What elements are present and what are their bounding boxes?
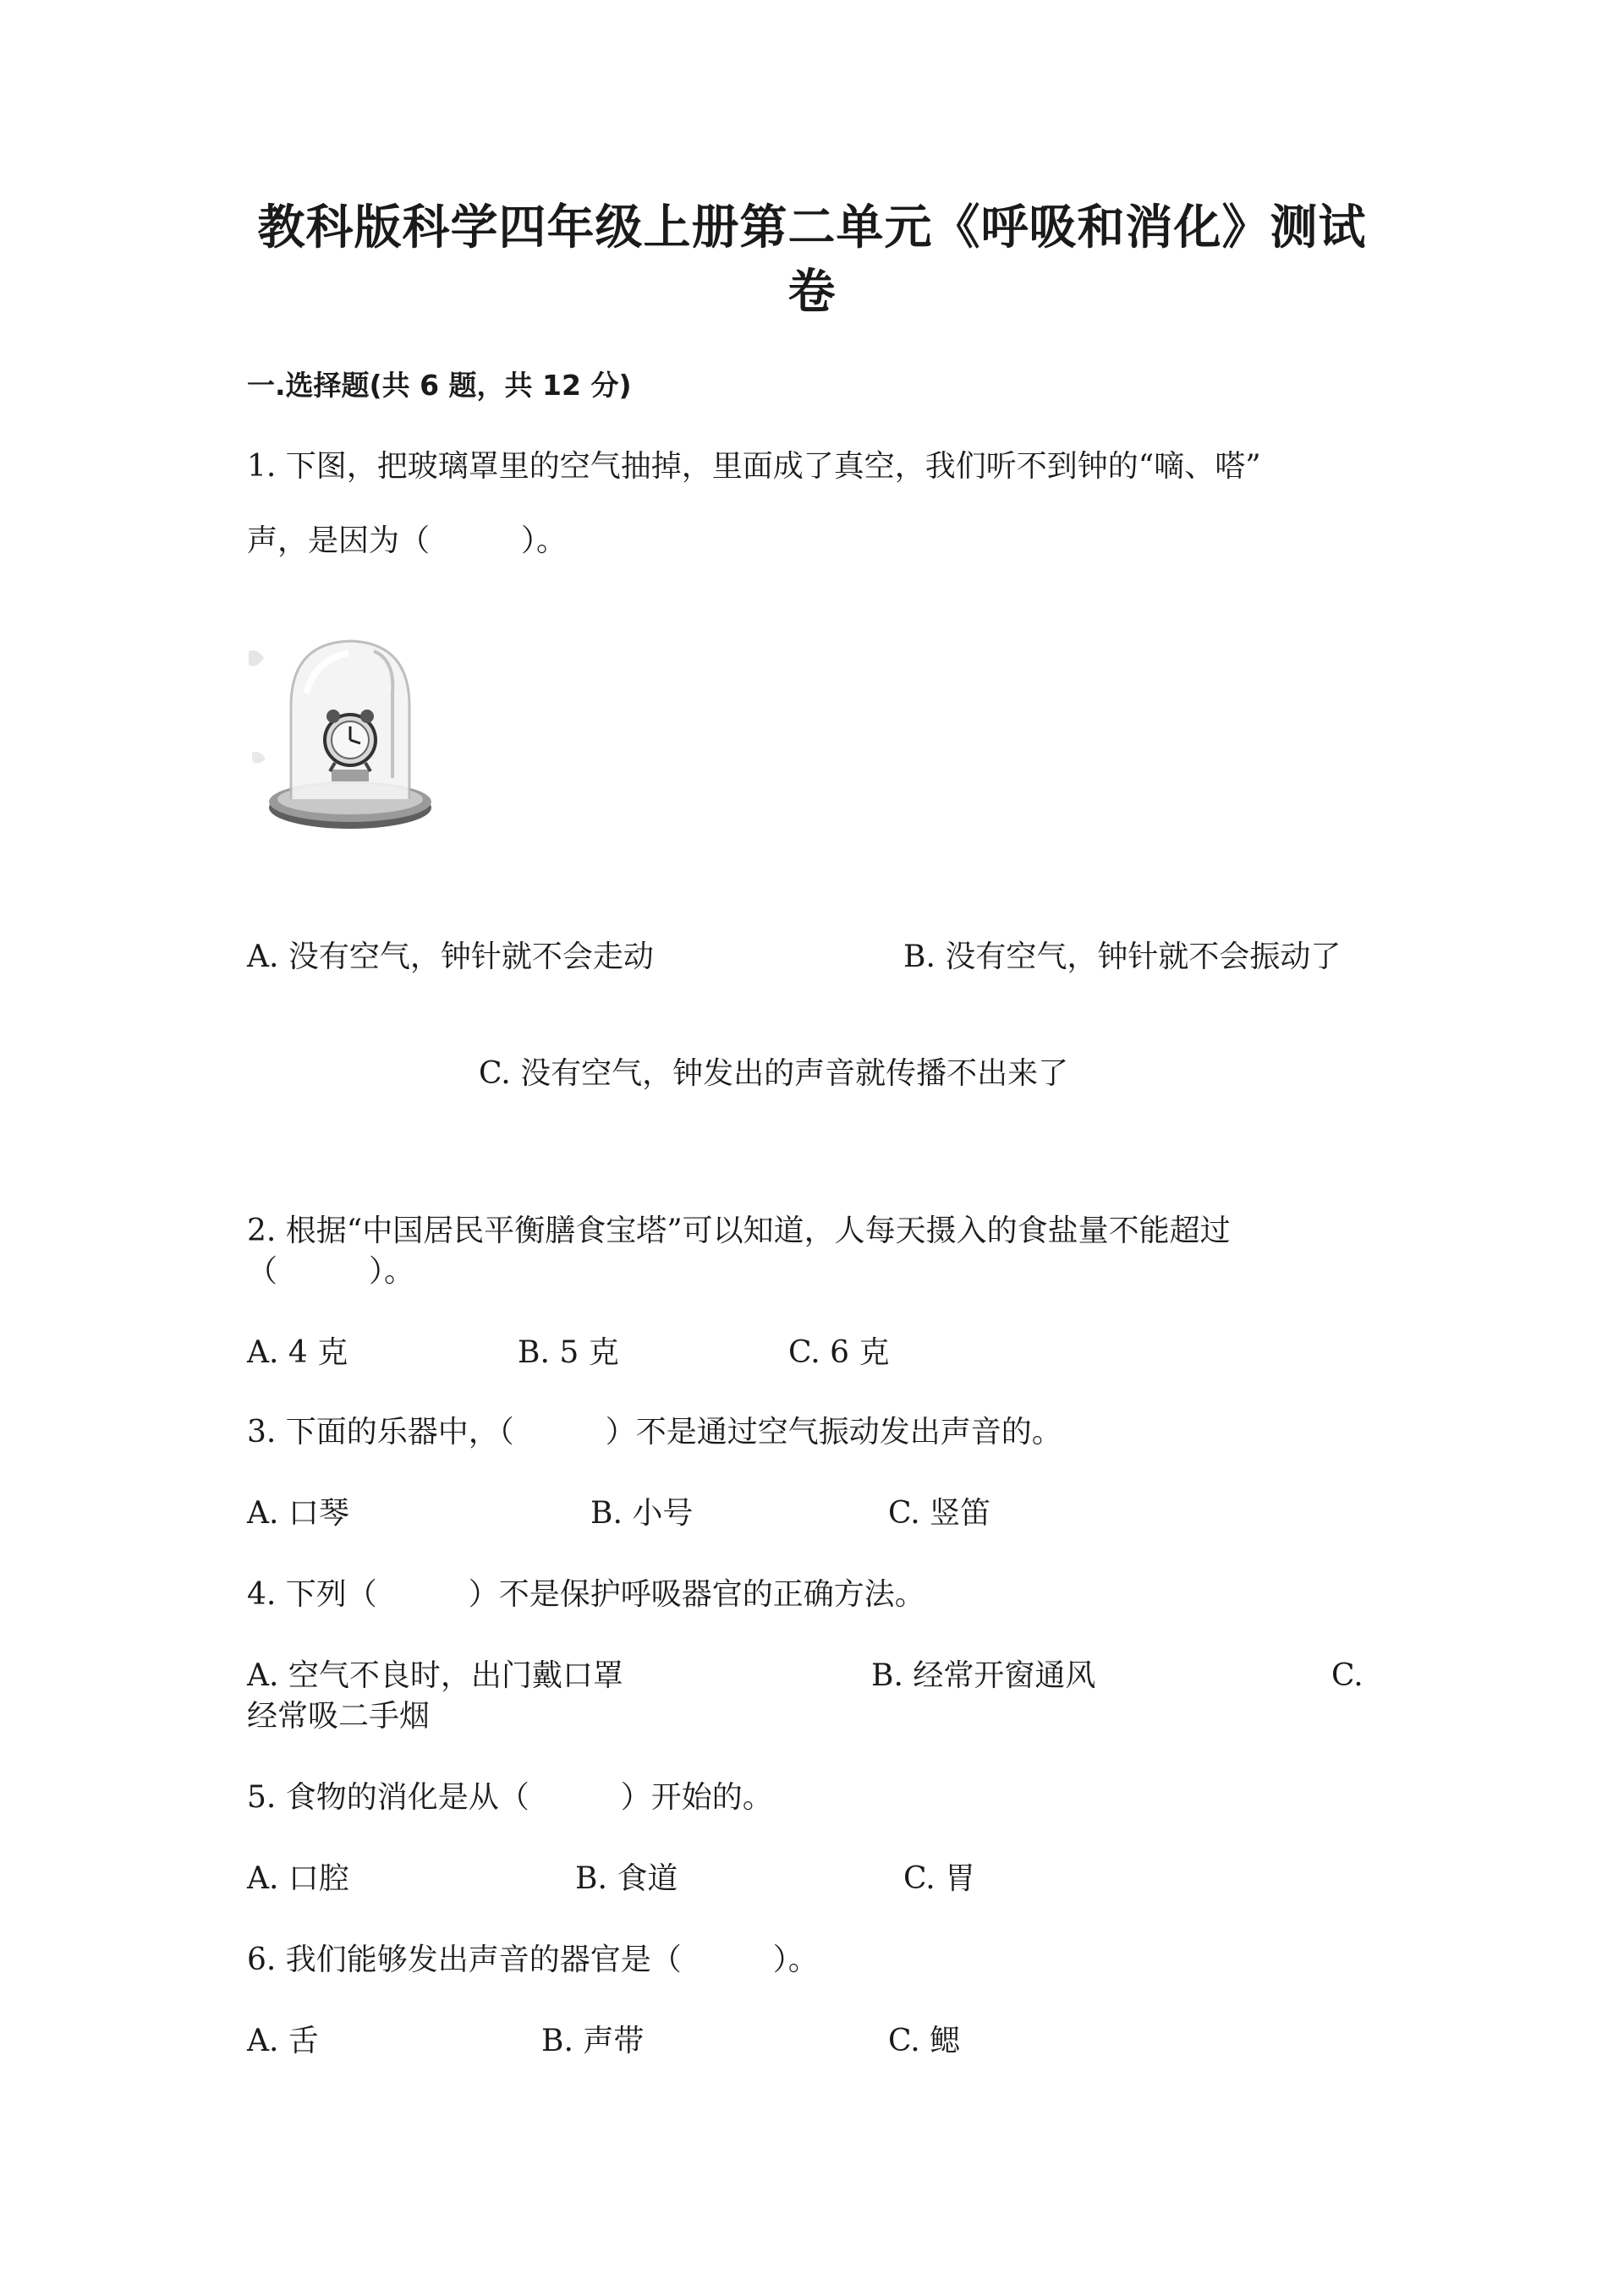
question-3-option-a: A. 口琴 (247, 1496, 349, 1531)
question-4-option-b: B. 经常开窗通风 (871, 1658, 1096, 1693)
question-1-option-a: A. 没有空气，钟针就不会走动 (247, 940, 654, 974)
question-1-stem-line2: 声，是因为（ ）。 (247, 523, 568, 558)
question-5-option-c: C. 胃 (903, 1861, 976, 1896)
question-3-option-c: C. 竖笛 (888, 1496, 991, 1531)
question-4-stem: 4. 下列（ ）不是保护呼吸器官的正确方法。 (247, 1577, 925, 1612)
question-2-stem-line2: （ ）。 (247, 1254, 415, 1289)
question-6-option-c: C. 鳃 (888, 2024, 961, 2058)
question-6-option-a: A. 舌 (247, 2024, 319, 2058)
question-3-stem: 3. 下面的乐器中，（ ）不是通过空气振动发出声音的。 (247, 1415, 1062, 1449)
question-4-option-c-text: 经常吸二手烟 (247, 1699, 431, 1734)
exam-title: 教科版科学四年级上册第二单元《呼吸和消化》测试卷 (257, 200, 1367, 320)
section-heading: 一.选择题(共 6 题，共 12 分) (247, 369, 632, 402)
question-5-option-b: B. 食道 (575, 1861, 678, 1896)
question-1-option-c: C. 没有空气，钟发出的声音就传播不出来了 (479, 1056, 1069, 1091)
question-4-option-a: A. 空气不良时，出门戴口罩 (247, 1658, 623, 1693)
question-3-option-b: B. 小号 (590, 1496, 694, 1531)
question-4-option-c-label: C. (1331, 1658, 1363, 1693)
question-1-option-b: B. 没有空气，钟针就不会振动了 (903, 940, 1341, 974)
question-2-option-c: C. 6 克 (788, 1335, 890, 1370)
question-6-option-b: B. 声带 (541, 2024, 645, 2058)
question-2-stem-line1: 2. 根据“中国居民平衡膳食宝塔”可以知道，人每天摄入的食盐量不能超过 (247, 1214, 1231, 1248)
question-2-option-b: B. 5 克 (518, 1335, 619, 1370)
question-6-stem: 6. 我们能够发出声音的器官是（ ）。 (247, 1943, 819, 1977)
question-1-stem-line1: 1. 下图，把玻璃罩里的空气抽掉，里面成了真空，我们听不到钟的“嘀、嗒” (247, 449, 1261, 484)
question-5-option-a: A. 口腔 (247, 1861, 349, 1896)
question-2-option-a: A. 4 克 (247, 1335, 348, 1370)
bell-jar-clock-image (247, 626, 442, 846)
question-5-stem: 5. 食物的消化是从（ ）开始的。 (247, 1780, 773, 1815)
